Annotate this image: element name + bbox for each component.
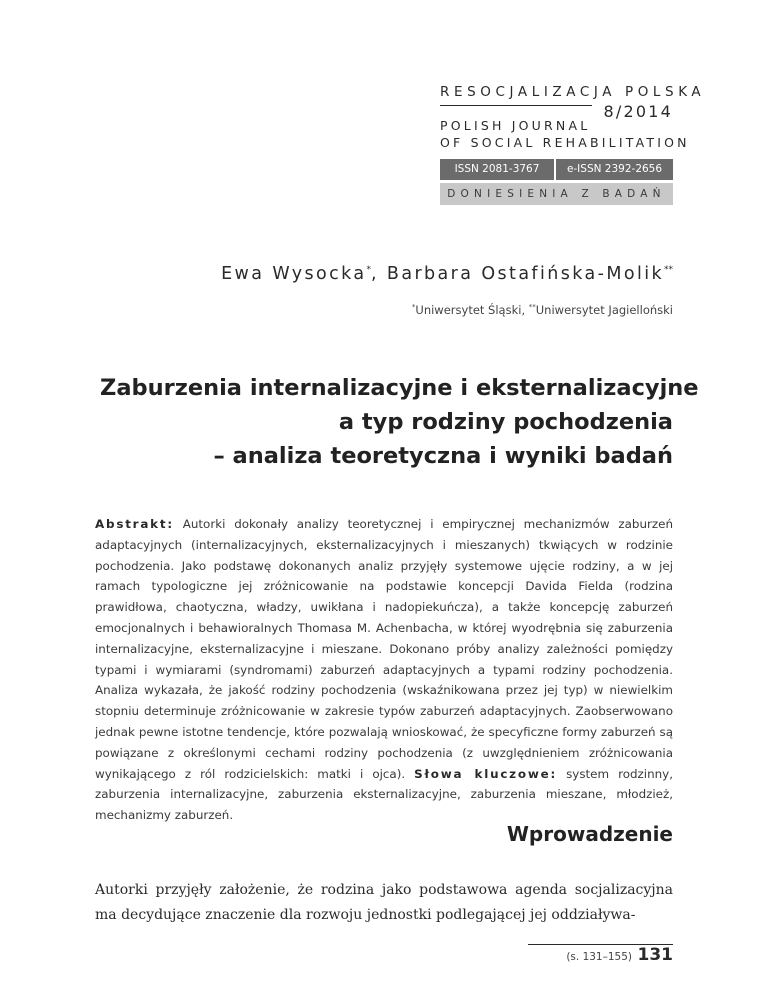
issue-number: 8/2014 bbox=[603, 102, 673, 121]
affiliation-2-mark: ** bbox=[528, 303, 536, 312]
journal-title-en-line1: POLISH JOURNAL bbox=[440, 118, 591, 133]
author-line bbox=[150, 264, 673, 284]
keywords-text: system rodzinny, zaburzenia internalizacyjne, zaburzenia eksternalizacyjne, zaburzenia mieszane, młodzież, mechanizmy zaburzeń. bbox=[95, 766, 673, 823]
page-range: (s. 131–155) bbox=[566, 951, 632, 963]
affiliation-2: Uniwersytet Jagielloński bbox=[535, 303, 673, 317]
article-title-line-1: Zaburzenia internalizacyjne i eksternalizacyjne bbox=[100, 375, 699, 401]
masthead-divider bbox=[440, 105, 592, 106]
abstract-text: Autorki dokonały analizy teoretycznej i empirycznej mechanizmów zaburzeń adaptacyjnych (internalizacyjnych, eksternalizacyjnych i mieszanych) tkwiących w rodzinie pochodzenia. Jako podstawę dokonanych analiz przyjęły systemowe ujęcie rodziny, a w jej ramach typologiczne jej zróżnicowanie na podstawie koncepcji Davida Fielda (rodzina prawidłowa, chaotyczna, władzy, uwikłana i nadopiekuńcza), a także koncepcję zaburzeń emocjonalnych i behawioralnych Thomasa M. Achenbacha, w której wyodrębnia się zaburzenia internalizacyjne, eksternalizacyjne i mieszane. Dokonano próby analizy zależności pomiędzy typami i wymiarami (syndromami) zaburzeń adaptacyjnych a typami rodziny pochodzenia. Analiza wykazała, że jakość rodziny pochodzenia (wskaźnikowana przez jej typ) w niewielkim stopniu determinuje zróżnicowanie w zakresie typów zaburzeń adaptacyjnych. Zaobserwowano jednak pewne istotne tendencje, które pozwalają wnioskować, że specyficzne formy zaburzeń są powiązane z określonymi cechami rodziny pochodzenia (z uwzględnieniem zróżnicowania wynikającego z ról rodzicielskich: matki i ojca). bbox=[95, 517, 673, 781]
affiliations bbox=[150, 303, 673, 317]
author-2: Barbara Ostafińska-Molik bbox=[386, 264, 664, 284]
author-1: Ewa Wysocka bbox=[221, 264, 367, 284]
author-2-mark: ** bbox=[664, 265, 673, 276]
keywords-label: Słowa kluczowe: bbox=[414, 766, 558, 781]
abstract-label: Abstrakt: bbox=[95, 517, 174, 531]
affiliation-1: Uniwersytet Śląski, bbox=[415, 303, 529, 317]
article-title bbox=[100, 371, 699, 473]
eissn-badge: e-ISSN 2392-2656 bbox=[556, 159, 673, 180]
page-number: 131 bbox=[637, 945, 673, 965]
author-separator: , bbox=[370, 264, 387, 284]
journal-title-pl: RESOCJALIZACJA POLSKA bbox=[440, 84, 706, 100]
journal-title-en-line2: OF SOCIAL REHABILITATION bbox=[440, 135, 690, 150]
section-label: DONIESIENIA Z BADAŃ bbox=[440, 183, 673, 205]
article-title-line-2: a typ rodziny pochodzenia bbox=[338, 409, 673, 435]
section-heading-introduction: Wprowadzenie bbox=[506, 822, 673, 846]
article-title-line-3: – analiza teoretyczna i wyniki badań bbox=[213, 443, 673, 469]
issn-badge: ISSN 2081-3767 bbox=[440, 159, 554, 180]
author-1-mark: * bbox=[366, 265, 371, 276]
body-paragraph: Autorki przyjęły założenie, że rodzina jako podstawowa agenda socjalizacyjna ma decydujące znaczenie dla rozwoju jednostki podlegającej jej oddziaływa- bbox=[95, 882, 673, 923]
affiliation-1-mark: * bbox=[411, 303, 416, 312]
abstract bbox=[95, 514, 673, 826]
